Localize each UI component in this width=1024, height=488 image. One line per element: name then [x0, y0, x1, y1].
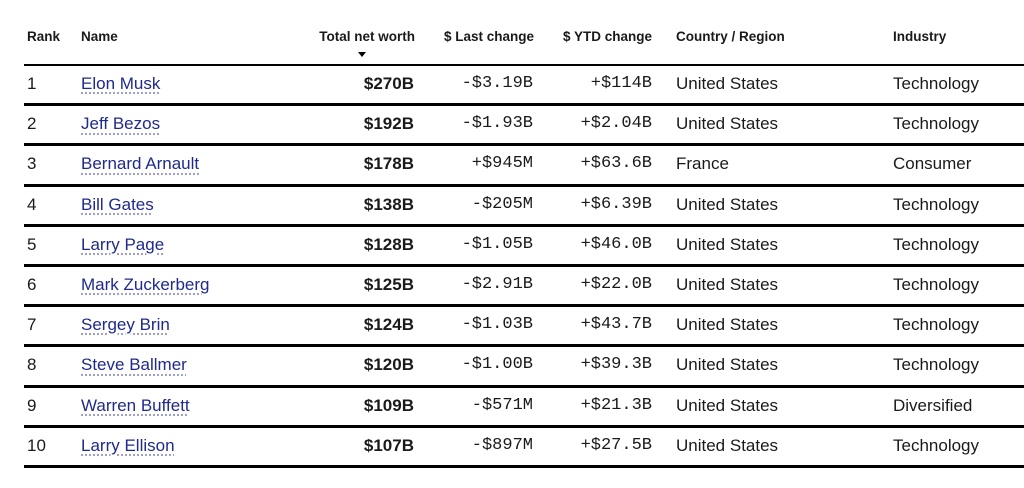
table-row	[24, 428, 1024, 468]
industry-cell: Technology	[893, 315, 980, 335]
net-worth-cell: $125B	[363, 274, 414, 294]
rank-cell: 9	[27, 395, 37, 415]
last-change-cell: -$1.05B	[461, 234, 533, 254]
table-body	[24, 66, 1024, 468]
last-change-cell: -$2.91B	[461, 274, 533, 294]
table-row	[24, 227, 1024, 267]
industry-cell: Consumer	[893, 154, 972, 174]
industry-cell: Diversified	[893, 395, 973, 415]
ytd-change-cell: +$22.0B	[580, 274, 652, 294]
net-worth-cell: $120B	[363, 355, 414, 375]
last-change-cell: -$205M	[471, 194, 533, 214]
net-worth-cell: $178B	[363, 154, 414, 174]
country-cell: United States	[676, 355, 779, 375]
ytd-change-cell: +$114B	[590, 74, 652, 93]
ytd-change-cell: +$63.6B	[580, 154, 652, 174]
country-cell: United States	[676, 435, 779, 455]
column-header-last-change[interactable]: $ Last change	[443, 29, 534, 44]
industry-cell: Technology	[893, 274, 980, 294]
rank-cell: 2	[27, 114, 37, 134]
column-header-industry[interactable]: Industry	[893, 29, 947, 44]
rank-cell: 3	[27, 154, 37, 174]
rank-cell: 7	[27, 315, 37, 335]
name-link[interactable]: Bill Gates	[81, 194, 154, 214]
table-row	[24, 146, 1024, 186]
ytd-change-cell: +$2.04B	[580, 114, 652, 134]
rank-cell: 1	[27, 74, 37, 93]
industry-cell: Technology	[893, 194, 980, 214]
table-header	[24, 22, 1024, 66]
net-worth-cell: $124B	[363, 315, 414, 335]
net-worth-cell: $192B	[363, 114, 414, 134]
net-worth-cell: $128B	[363, 234, 414, 254]
net-worth-cell: $107B	[363, 435, 414, 455]
rank-cell: 10	[27, 435, 46, 455]
table-row	[24, 187, 1024, 227]
rank-cell: 8	[27, 355, 37, 375]
last-change-cell: -$1.03B	[461, 315, 533, 335]
column-header-rank[interactable]: Rank	[27, 29, 61, 44]
column-header-net-worth[interactable]: Total net worth	[319, 29, 415, 44]
name-link[interactable]: Sergey Brin	[81, 315, 170, 335]
table-row	[24, 267, 1024, 307]
country-cell: United States	[676, 315, 779, 335]
country-cell: United States	[676, 74, 779, 93]
industry-cell: Technology	[893, 234, 980, 254]
table-row	[24, 106, 1024, 146]
last-change-cell: -$571M	[471, 395, 533, 415]
net-worth-cell: $270B	[363, 74, 414, 93]
column-header-country[interactable]: Country / Region	[676, 29, 785, 44]
last-change-cell: -$897M	[471, 435, 533, 455]
name-link[interactable]: Bernard Arnault	[81, 154, 200, 174]
country-cell: United States	[676, 395, 779, 415]
ytd-change-cell: +$43.7B	[580, 315, 652, 335]
name-link[interactable]: Warren Buffett	[81, 395, 190, 415]
ytd-change-cell: +$21.3B	[580, 395, 652, 415]
name-link[interactable]: Mark Zuckerberg	[81, 274, 210, 294]
name-link[interactable]: Larry Ellison	[81, 435, 175, 455]
last-change-cell: -$3.19B	[461, 74, 533, 93]
table-row	[24, 307, 1024, 347]
table-row	[24, 66, 1024, 106]
country-cell: United States	[676, 114, 779, 134]
table-row	[24, 347, 1024, 387]
country-cell: United States	[676, 234, 779, 254]
net-worth-cell: $138B	[363, 194, 414, 214]
rank-cell: 6	[27, 274, 37, 294]
ytd-change-cell: +$27.5B	[580, 435, 652, 455]
last-change-cell: +$945M	[471, 154, 533, 174]
name-link[interactable]: Steve Ballmer	[81, 355, 187, 375]
last-change-cell: -$1.00B	[461, 355, 533, 375]
industry-cell: Technology	[893, 355, 980, 375]
industry-cell: Technology	[893, 114, 980, 134]
industry-cell: Technology	[893, 74, 980, 93]
column-header-ytd-change[interactable]: $ YTD change	[562, 29, 652, 44]
name-link[interactable]: Jeff Bezos	[81, 114, 161, 134]
rank-cell: 5	[27, 234, 37, 254]
last-change-cell: -$1.93B	[461, 114, 533, 134]
country-cell: United States	[676, 274, 779, 294]
name-link[interactable]: Larry Page	[81, 234, 165, 254]
ytd-change-cell: +$46.0B	[580, 234, 652, 254]
sort-descending-icon	[358, 52, 366, 57]
rank-cell: 4	[27, 194, 37, 214]
ytd-change-cell: +$6.39B	[580, 194, 652, 214]
billionaires-table	[24, 22, 1024, 468]
ytd-change-cell: +$39.3B	[580, 355, 652, 375]
name-link[interactable]: Elon Musk	[81, 74, 161, 93]
net-worth-cell: $109B	[363, 395, 414, 415]
column-header-name[interactable]: Name	[81, 29, 118, 44]
country-cell: France	[676, 154, 729, 174]
table-row	[24, 388, 1024, 428]
country-cell: United States	[676, 194, 779, 214]
industry-cell: Technology	[893, 435, 980, 455]
